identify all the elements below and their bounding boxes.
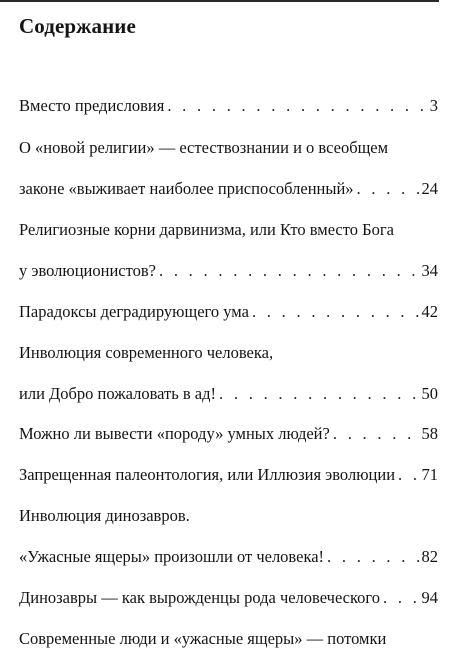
toc-entry-page: 3 — [429, 96, 438, 115]
toc-entry[interactable] — [19, 260, 438, 282]
toc-entry-title: Можно ли вывести «породу» умных людей? — [19, 424, 330, 443]
dot-leader — [219, 383, 418, 405]
dot-leader — [167, 95, 426, 117]
toc-entry-page: 82 — [421, 547, 438, 566]
toc-entry[interactable] — [19, 587, 438, 609]
toc-entry-page: 42 — [421, 302, 438, 321]
toc-entry[interactable] — [19, 342, 438, 364]
toc-entry-page: 71 — [421, 465, 438, 484]
toc-entry[interactable] — [19, 628, 438, 650]
dot-leader — [252, 301, 419, 323]
toc-entry[interactable] — [19, 95, 438, 117]
toc-entry-title: «Ужасные ящеры» произошли от человека! — [19, 547, 325, 566]
dot-leader — [159, 260, 419, 282]
dot-leader — [333, 423, 419, 445]
dot-leader — [327, 546, 418, 568]
toc-entry-title: Вместо предисловия — [19, 96, 165, 115]
toc-entry-title: Парадоксы деградирующего ума — [19, 302, 249, 321]
toc-entry-title: Запрещенная палеонтология, или Иллюзия эволюции — [19, 465, 396, 484]
toc-entry-title: Современные люди и «ужасные ящеры» — потомки — [19, 629, 387, 648]
toc-entry-title: или Добро пожаловать в ад! — [19, 384, 217, 403]
toc-entry[interactable] — [19, 505, 438, 527]
toc-entry-page: 94 — [421, 588, 438, 607]
dot-leader — [357, 178, 419, 200]
toc-entry[interactable] — [19, 423, 438, 445]
toc-entry-page: 58 — [421, 424, 438, 443]
toc-entry-title: Инволюция современного человека, — [19, 343, 274, 362]
toc-entry-title: Религиозные корни дарвинизма, или Кто вместо Бога — [19, 220, 394, 239]
toc-entry-page: 50 — [421, 384, 438, 403]
toc-entry-page: 24 — [421, 179, 438, 198]
toc-entry[interactable] — [19, 219, 438, 241]
dot-leader — [383, 587, 418, 609]
toc-entry-title: О «новой религии» — естествознании и о всеобщем — [19, 138, 389, 157]
toc-entry[interactable] — [19, 383, 438, 405]
toc-entry-title: Инволюция динозавров. — [19, 506, 190, 525]
top-rule — [0, 0, 439, 2]
toc-entry-title: Динозавры — как вырожденцы рода человеческого — [19, 588, 381, 607]
toc-entry-title: законе «выживает наиболее приспособленный» — [19, 179, 354, 198]
page-title: Содержание — [19, 14, 136, 38]
toc-entry-title: у эволюционистов? — [19, 261, 156, 280]
dot-leader — [398, 464, 418, 486]
toc-entry[interactable] — [19, 301, 438, 323]
toc-entry[interactable] — [19, 546, 438, 568]
toc-entry[interactable] — [19, 178, 438, 200]
toc-entry-page: 34 — [421, 261, 438, 280]
toc-entry[interactable] — [19, 137, 438, 159]
toc-entry[interactable] — [19, 464, 438, 486]
